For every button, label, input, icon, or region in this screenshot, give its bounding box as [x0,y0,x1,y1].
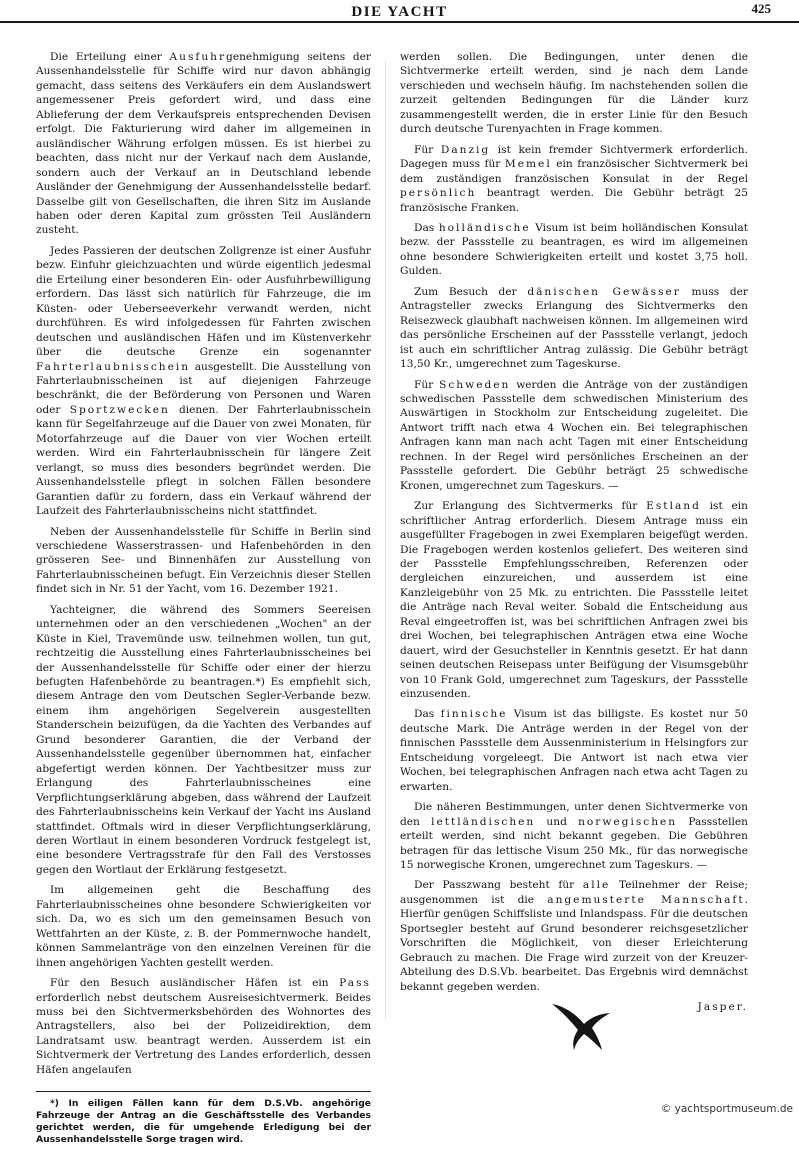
column-gutter [385,60,386,1020]
page-number: 425 [751,1,771,16]
paragraph: Die näheren Bestimmungen, unter denen Sichtvermerke von den lettländischen und norwegischen Passstellen erteilt werden, sind nicht bekannt gegeben. Die Gebühren betragen für das lettische Visum 250 Mk., für das norwegische 15 norwegische Kronen, umgerechnet zum Tageskurs. — [400,801,748,872]
paragraph: Jedes Passieren der deutschen Zollgrenze ist einer Ausfuhr bezw. Einfuhr gleichzuachten und würde eigentlich jedesmal die Erteilung einer besonderen Ein- oder Ausfuhrbewilligung erfordern. Das lässt sich natürlich für Fahrzeuge, die im Küsten- oder Ueberseeverkehr verwandt werden, nicht durchführen. Es wird infolgedessen für Fahrten zwischen deutschen und ausländischen Häfen und im Küstenverkehr über die deutsche Grenze ein sogenannter Fahrterlaubnisschein ausgestellt. Die Ausstellung von Fahrterlaubnisscheinen ist auf diejenigen Fahrzeuge beschränkt, die der Beförderung von Personen und Waren oder Sportzwecken dienen. Der Fahrterlaubnisschein kann für Segelfahrzeuge auf die Dauer von zwei Monaten, für Motorfahrzeuge auf die Dauer von vier Wochen erteilt werden. Wird ein Fahrterlaubnisschein für längere Zeit verlangt, so muss dies besonders begründet werden. Die Aussenhandelsstelle pflegt in solchen Fällen besondere Garantien dafür zu fordern, dass ein Verkauf während der Laufzeit des Fahrterlaubnisscheins nicht stattfindet. [36,244,371,518]
footnote-rule [36,1091,371,1092]
paragraph: Für Danzig ist kein fremder Sichtvermerk erforderlich. Dagegen muss für Memel ein französischer Sichtvermerk bei dem zuständigen französischen Konsulat in der Regel persönlich beantragt werden. Die Gebühr beträgt 25 französische Franken. [400,143,748,214]
paragraph: Der Passzwang besteht für alle Teilnehmer der Reise; ausgenommen ist die angemusterte Mannschaft. Hierfür genügen Schiffsliste und Inlandspass. Für die deutschen Sportsegler besteht auf Grund besonderer reichsgesetzlicher Vorschriften die Möglichkeit, von dieser Erleichterung Gebrauch zu machen. Die Frage wird zurzeit von der Kreuzer-Abteilung des D.S.Vb. bearbeitet. Das Ergebnis wird demnächst bekannt gegeben werden. [400,879,748,993]
paragraph: Zum Besuch der dänischen Gewässer muss der Antragsteller zwecks Erlangung des Sichtvermerks den Reisezweck glaubhaft nachweisen können. Im allgemeinen wird das persönliche Erscheinen auf der Passstelle verlangt, jedoch ist auch ein schriftlicher Antrag zulässig. Die Gebühr beträgt 13,50 Kr., umgerechnet zum Tageskurse. [400,285,748,371]
paragraph: Das finnische Visum ist das billigste. Es kostet nur 50 deutsche Mark. Die Anträge werden in der Regel von der finnischen Passstelle dem Aussenministerium in Helsingfors zur Entscheidung vorgeleegt. Die Antwort ist nach etwa vier Wochen, bei telegraphischen Anfragen nach etwa acht Tagen zu erwarten. [400,708,748,793]
footnote: *) In eiligen Fällen kann für dem D.S.Vb. angehörige Fahrzeuge der Antrag an die Geschäftsstelle des Verbandes gerichtet werden, die für umgehende Erledigung bei der Aussenhandelsstelle Sorge tragen wird. [36,1098,371,1146]
paragraph: Neben der Aussenhandelsstelle für Schiffe in Berlin sind verschiedene Wasserstrassen- und Hafenbehörden in den grösseren See- und Binnenhäfen zur Ausstellung von Fahrterlaubnisscheinen befugt. Ein Verzeichnis dieser Stellen findet sich in Nr. 51 der Yacht, vom 16. Dezember 1921. [36,525,371,596]
right-column [400,50,748,1015]
header-rule [0,21,799,23]
paragraph: werden sollen. Die Bedingungen, unter denen die Sichtvermerke erteilt werden, sind je nach dem Lande verschieden und wechseln häufig. Im nachstehenden sollen die zurzeit geltenden Bedingungen für die Länder kurz zusammengestellt werden, die in erster Linie für den Besuch durch deutsche Turenyachten in Frage kommen. [400,51,748,136]
left-column [36,50,371,1152]
paragraph: Das holländische Visum ist beim holländischen Konsulat bezw. der Passstelle zu beantragen, es wird im allgemeinen ohne besondere Schwierigkeiten erteilt und kostet 3,75 holl. Gulden. [400,221,748,278]
paragraph: Für den Besuch ausländischer Häfen ist ein Pass erforderlich nebst deutschem Ausreisesichtvermerk. Beides muss bei den Sichtvermerksbehörden des Wohnortes des Antragstellers, also bei der Polizeidirektion, dem Landratsamt usw. beantragt werden. Ausserdem ist ein Sichtvermerk der Vertretung des Landes erforderlich, dessen Häfen angelaufen [36,977,371,1076]
paragraph: Yachteigner, die während des Sommers Seereisen unternehmen oder an den verschiedenen „Wochen" an der Küste in Kiel, Travemünde usw. teilnehmen wollen, tun gut, rechtzeitig die Ausstellung eines Fahrterlaubnisscheines bei der Aussenhandelsstelle für Schiffe oder einer der hierzu befugten Hafenbehörde zu beantragen.*) Es empfiehlt sich, diesem Antrage den vom Deutschen Segler-Verbande bezw. einem ihm angehörigen Segelverein ausgestellten Standerschein beizufügen, da die Yachten des Verbandes auf Grund besonderer Garantien, die der Verband der Aussenhandelsstelle gegenüber übernommen hat, einfacher abgefertigt werden können. Der Yachtbesitzer muss zur Erlangung des Fahrterlaubnisscheines eine Verpflichtungserklärung abgeben, dass während der Laufzeit des Fahrterlaubnisscheins kein Verkauf der Yacht ins Ausland stattfindet. Oftmals wird in dieser Verpflichtungserklärung, deren Wortlaut in einem besonderen Vordruck festgelegt ist, eine besondere Vertragsstrafe für den Fall des Verstosses gegen den Wortlaut der Erklärung festgesetzt. [36,603,371,876]
author-signature: Jasper. [697,1001,748,1014]
swallow-icon [550,998,614,1052]
copyright-watermark: © yachtsportmuseum.de [660,1103,793,1115]
paragraph: Für Schweden werden die Anträge von der zuständigen schwedischen Passstelle dem schwedischen Ministerium des Auswärtigen in Stockholm zur Entscheidung zugeleitet. Die Antwort trifft nach etwa 4 Wochen ein. Bei telegraphischen Anfragen kann man nach acht Tagen mit einer Entscheidung rechnen. In der Regel wird persönliches Erscheinen an der Passstelle gefordert. Die Gebühr beträgt 25 schwedische Kronen, umgerechnet zum Tageskurs. — [400,378,748,492]
paragraph: Die Erteilung einer Ausfuhrgenehmigung seitens der Aussenhandelsstelle für Schiffe wird nur davon abhängig gemacht, dass seitens des Verkäufers ein dem Auslandswert angemessener Preis gefordert wird, und dass eine Ablieferung der dem Verkaufspreis entsprechenden Devisen erfolgt. Die Fakturierung wird daher im allgemeinen in ausländischer Währung erfolgen müssen. Es ist hierbei zu beachten, dass nicht nur der Verkauf nach dem Auslande, sondern auch der Verkauf an in Deutschland lebende Ausländer der Genehmigung der Aussenhandelsstelle bedarf. Dasselbe gilt von Gesellschaften, die ihren Sitz im Auslande haben oder deren Kapital zum grössten Teil Ausländern zusteht. [36,51,371,237]
paragraph: Im allgemeinen geht die Beschaffung des Fahrterlaubnisscheines ohne besondere Schwierigkeiten vor sich. Da, wo es sich um den gemeinsamen Besuch von Wettfahrten an der Küste, z. B. der Pommernwoche handelt, können Sammelanträge von den einzelnen Vereinen für die ihnen angehörigen Yachten gestellt werden. [36,884,371,969]
paragraph: Zur Erlangung des Sichtvermerks für Estland ist ein schriftlicher Antrag erforderlich. Diesem Antrage muss ein ausgefüllter Fragebogen in zwei Exemplaren beigefügt werden. Die Fragebogen werden kostenlos geliefert. Des weiteren sind der Passstelle Empfehlungsschreiben, Referenzen oder dergleichen einzureichen, und ausserdem ist eine Kanzleigebühr von 25 Mk. zu entrichten. Die Passstelle leitet die Anträge nach Reval weiter. Sobald die Entscheidung aus Reval eingeetroffen ist, was bei schriftlichen Anfragen zwei bis drei Wochen, bei telegraphischen Anträgen etwa eine Woche dauert, wird der Gesuchsteller in Kenntnis gesetzt. Er hat dann seinen deutschen Reisepass unter Beifügung der Visumsgebühr von 10 Frank Gold, umgerechnet zum Tageskurs, der Passstelle einzusenden. [400,500,748,701]
page-header-title: DIE YACHT [351,4,448,20]
